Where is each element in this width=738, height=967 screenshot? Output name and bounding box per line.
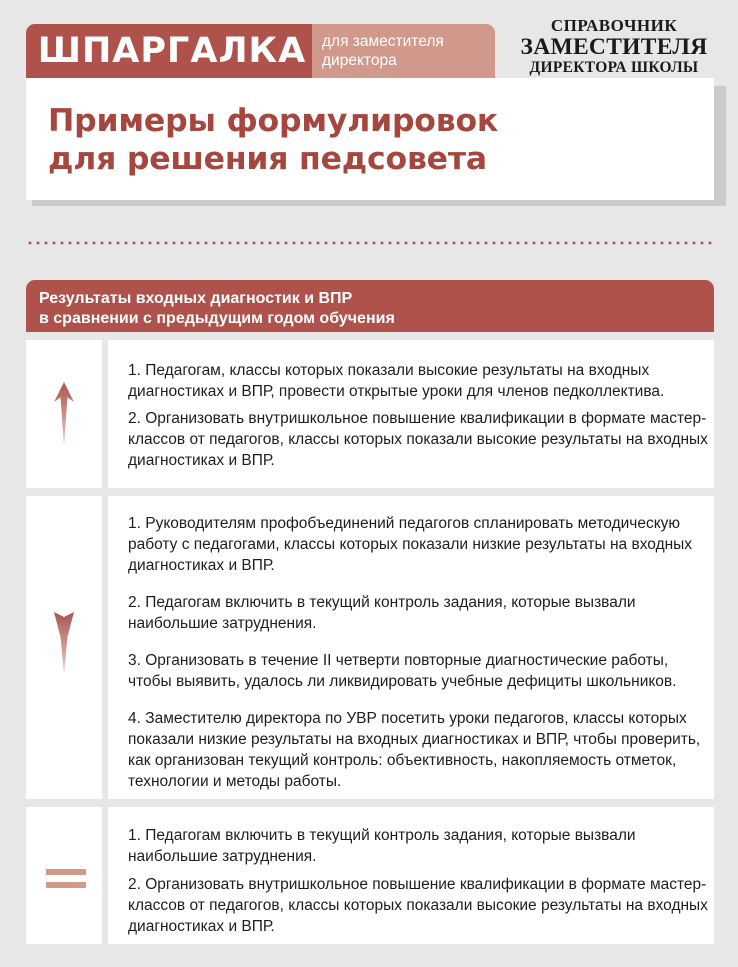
row-text-cell [108, 807, 714, 944]
row-higher-results [26, 340, 714, 488]
cheatsheet-badge: ШПАРГАЛКА [26, 24, 318, 78]
section-heading [26, 280, 714, 332]
list-item: 1. Руководителям профобъединений педагогов спланировать методическую работу с педагогами, классы которых показали низкие результаты на входных диагностиках и ВПР. [128, 515, 693, 574]
page-title-line-1: Примеры формулировок [48, 103, 499, 139]
audience-badge [312, 24, 495, 78]
page-title-line-2: для решения педсовета [48, 141, 487, 177]
row-lower-results [26, 496, 714, 799]
row-icon-cell [26, 807, 102, 944]
list-item: 1. Педагогам включить в текущий контроль задания, которые вызвали наибольшие затруднения. [128, 827, 636, 865]
dotted-divider [26, 241, 714, 245]
row-icon-cell [26, 496, 102, 799]
title-card [26, 78, 714, 200]
row-text-cell [108, 340, 714, 488]
publication-logo [506, 16, 722, 76]
list-item: 4. Заместителю директора по УВР посетить уроки педагогов, классы которых показали низкие результаты на входных диагностиках и ВПР, чтобы проверить, как организован текущий контроль: объективность, накопляемость отметок, технологии и методы работы. [128, 710, 701, 790]
logo-line-1: СПРАВОЧНИК [550, 16, 678, 35]
list-item: 3. Организовать в течение II четверти повторные диагностические работы, чтобы выявить, удалось ли ликвидировать учебные дефициты школьников. [128, 652, 677, 690]
section-heading-line-1: Результаты входных диагностик и ВПР [39, 290, 353, 307]
row-same-results [26, 807, 714, 944]
list-item: 2. Педагогам включить в текущий контроль задания, которые вызвали наибольшие затруднения. [128, 594, 636, 632]
list-item: 2. Организовать внутришкольное повышение квалификации в формате мастер-классов от педагогов, классы которых показали высокие результаты на входных диагностиках и ВПР. [128, 876, 708, 935]
audience-line-1: для заместителя [322, 33, 444, 50]
row-text-cell [108, 496, 714, 799]
logo-line-3: ДИРЕКТОРА ШКОЛЫ [529, 59, 699, 76]
audience-line-2: директора [322, 52, 397, 69]
list-item: 2. Организовать внутришкольное повышение квалификации в формате мастер-классов от педагогов, классы которых показали высокие результаты на входных диагностиках и ВПР. [128, 410, 708, 469]
arrow-down-icon [54, 612, 74, 674]
list-item: 1. Педагогам, классы которых показали высокие результаты на входных диагностиках и ВПР, провести открытые уроки для членов педколлектива. [128, 362, 665, 400]
arrow-up-icon [54, 382, 74, 446]
row-icon-cell [26, 340, 102, 488]
section-heading-line-2: в сравнении с предыдущим годом обучения [39, 310, 395, 327]
logo-line-2: ЗАМЕСТИТЕЛЯ [520, 34, 708, 60]
